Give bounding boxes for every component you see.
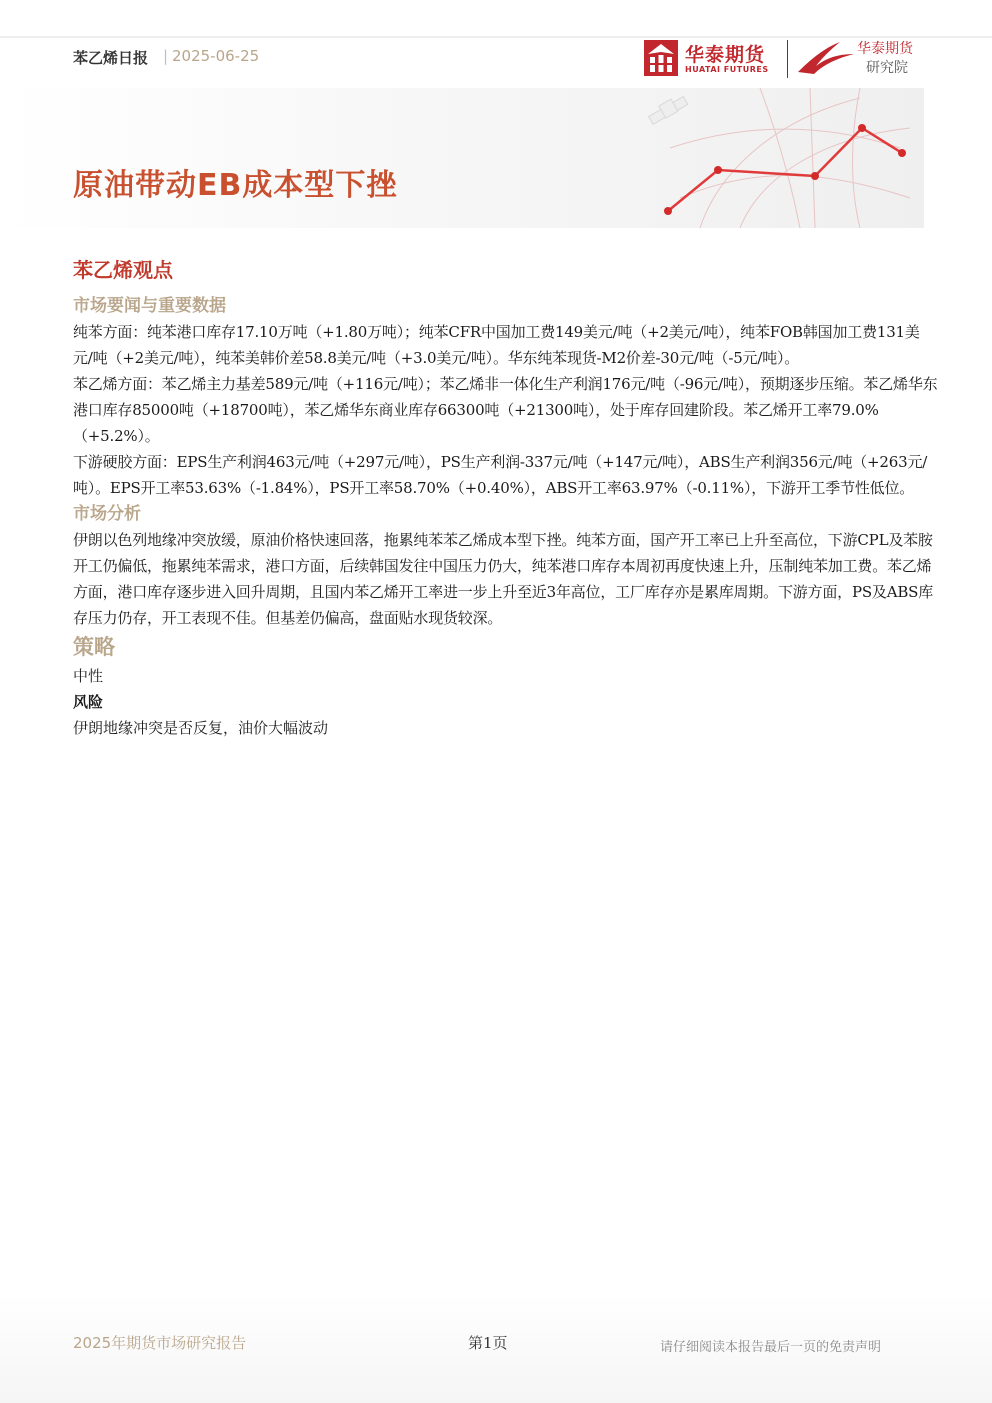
risk-label: 风险: [73, 693, 104, 711]
page-number: 第1页: [468, 1334, 508, 1352]
research-logo-line2: 研究院: [866, 60, 908, 76]
strategy-text: 中性: [73, 667, 104, 685]
report-date: 2025-06-25: [172, 47, 260, 65]
section-title: 苯乙烯观点: [73, 258, 173, 282]
styrene-paragraph: 苯乙烯方面：苯乙烯主力基差589元/吨（+116元/吨）；苯乙烯非一体化生产利润176元/吨（-96元/吨），预期逐步压缩。苯乙烯华东港口库存85000吨（+18700吨），苯乙烯华东商业库存66300吨（+21300吨），处于库存回建阶段。苯乙烯开工率79.0%（+5.2%）。: [73, 375, 938, 445]
huatai-futures-logo: [644, 38, 784, 78]
logo-chinese-name: 华泰期货: [685, 44, 766, 66]
news-subtitle: 市场要闻与重要数据: [73, 296, 226, 316]
analysis-subtitle: 市场分析: [73, 504, 141, 524]
logo-english-name: HUATAI FUTURES: [685, 65, 769, 74]
footer-report-series: 2025年期货市场研究报告: [73, 1334, 247, 1352]
network-globe-graphic: [560, 88, 924, 228]
disclaimer-note: 请仔细阅读本报告最后一页的免责声明: [660, 1340, 882, 1355]
research-logo-line1: 华泰期货: [857, 41, 913, 57]
huatai-logo-icon: [644, 40, 678, 76]
header-separator: |: [163, 47, 169, 65]
analysis-paragraph: 伊朗以色列地缘冲突放缓，原油价格快速回落，拖累纯苯苯乙烯成本型下挫。纯苯方面，国产开工率已上升至高位，下游CPL及苯胺开工仍偏低，拖累纯苯需求，港口方面，后续韩国发往中国压力仍大，纯苯港口库存本周初再度快速上升，压制纯苯加工费。苯乙烯方面，港口库存逐步进入回升周期，且国内苯乙烯开工率进一步上升至近3年高位，工厂库存亦是累库周期。下游方面，PS及ABS库存压力仍存，开工表现不佳。但基差仍偏高，盘面贴水现货较深。: [73, 531, 934, 627]
report-title: 原油带动EB成本型下挫: [73, 168, 398, 203]
benzene-paragraph: 纯苯方面：纯苯港口库存17.10万吨（+1.80万吨）；纯苯CFR中国加工费149美元/吨（+2美元/吨），纯苯FOB韩国加工费131美元/吨（+2美元/吨），纯苯美韩价差58.8美元/吨（+3.0美元/吨）。华东纯苯现货-M2价差-30元/吨（-5元/吨）。: [73, 323, 920, 367]
strategy-subtitle: 策略: [73, 635, 115, 659]
report-type: 苯乙烯日报: [73, 49, 149, 67]
logo-divider: [787, 40, 788, 78]
risk-text: 伊朗地缘冲突是否反复，油价大幅波动: [73, 719, 329, 737]
downstream-paragraph: 下游硬胶方面：EPS生产利润463元/吨（+297元/吨），PS生产利润-337元/吨（+147元/吨），ABS生产利润356元/吨（+263元/吨）。EPS开工率53.63%（-1.84%），PS开工率58.70%（+0.40%），ABS开工率63.97%（-0.11%），下游开工季节性低位。: [73, 453, 928, 497]
report-body: [73, 255, 939, 741]
research-institute-logo-icon: [796, 38, 858, 78]
